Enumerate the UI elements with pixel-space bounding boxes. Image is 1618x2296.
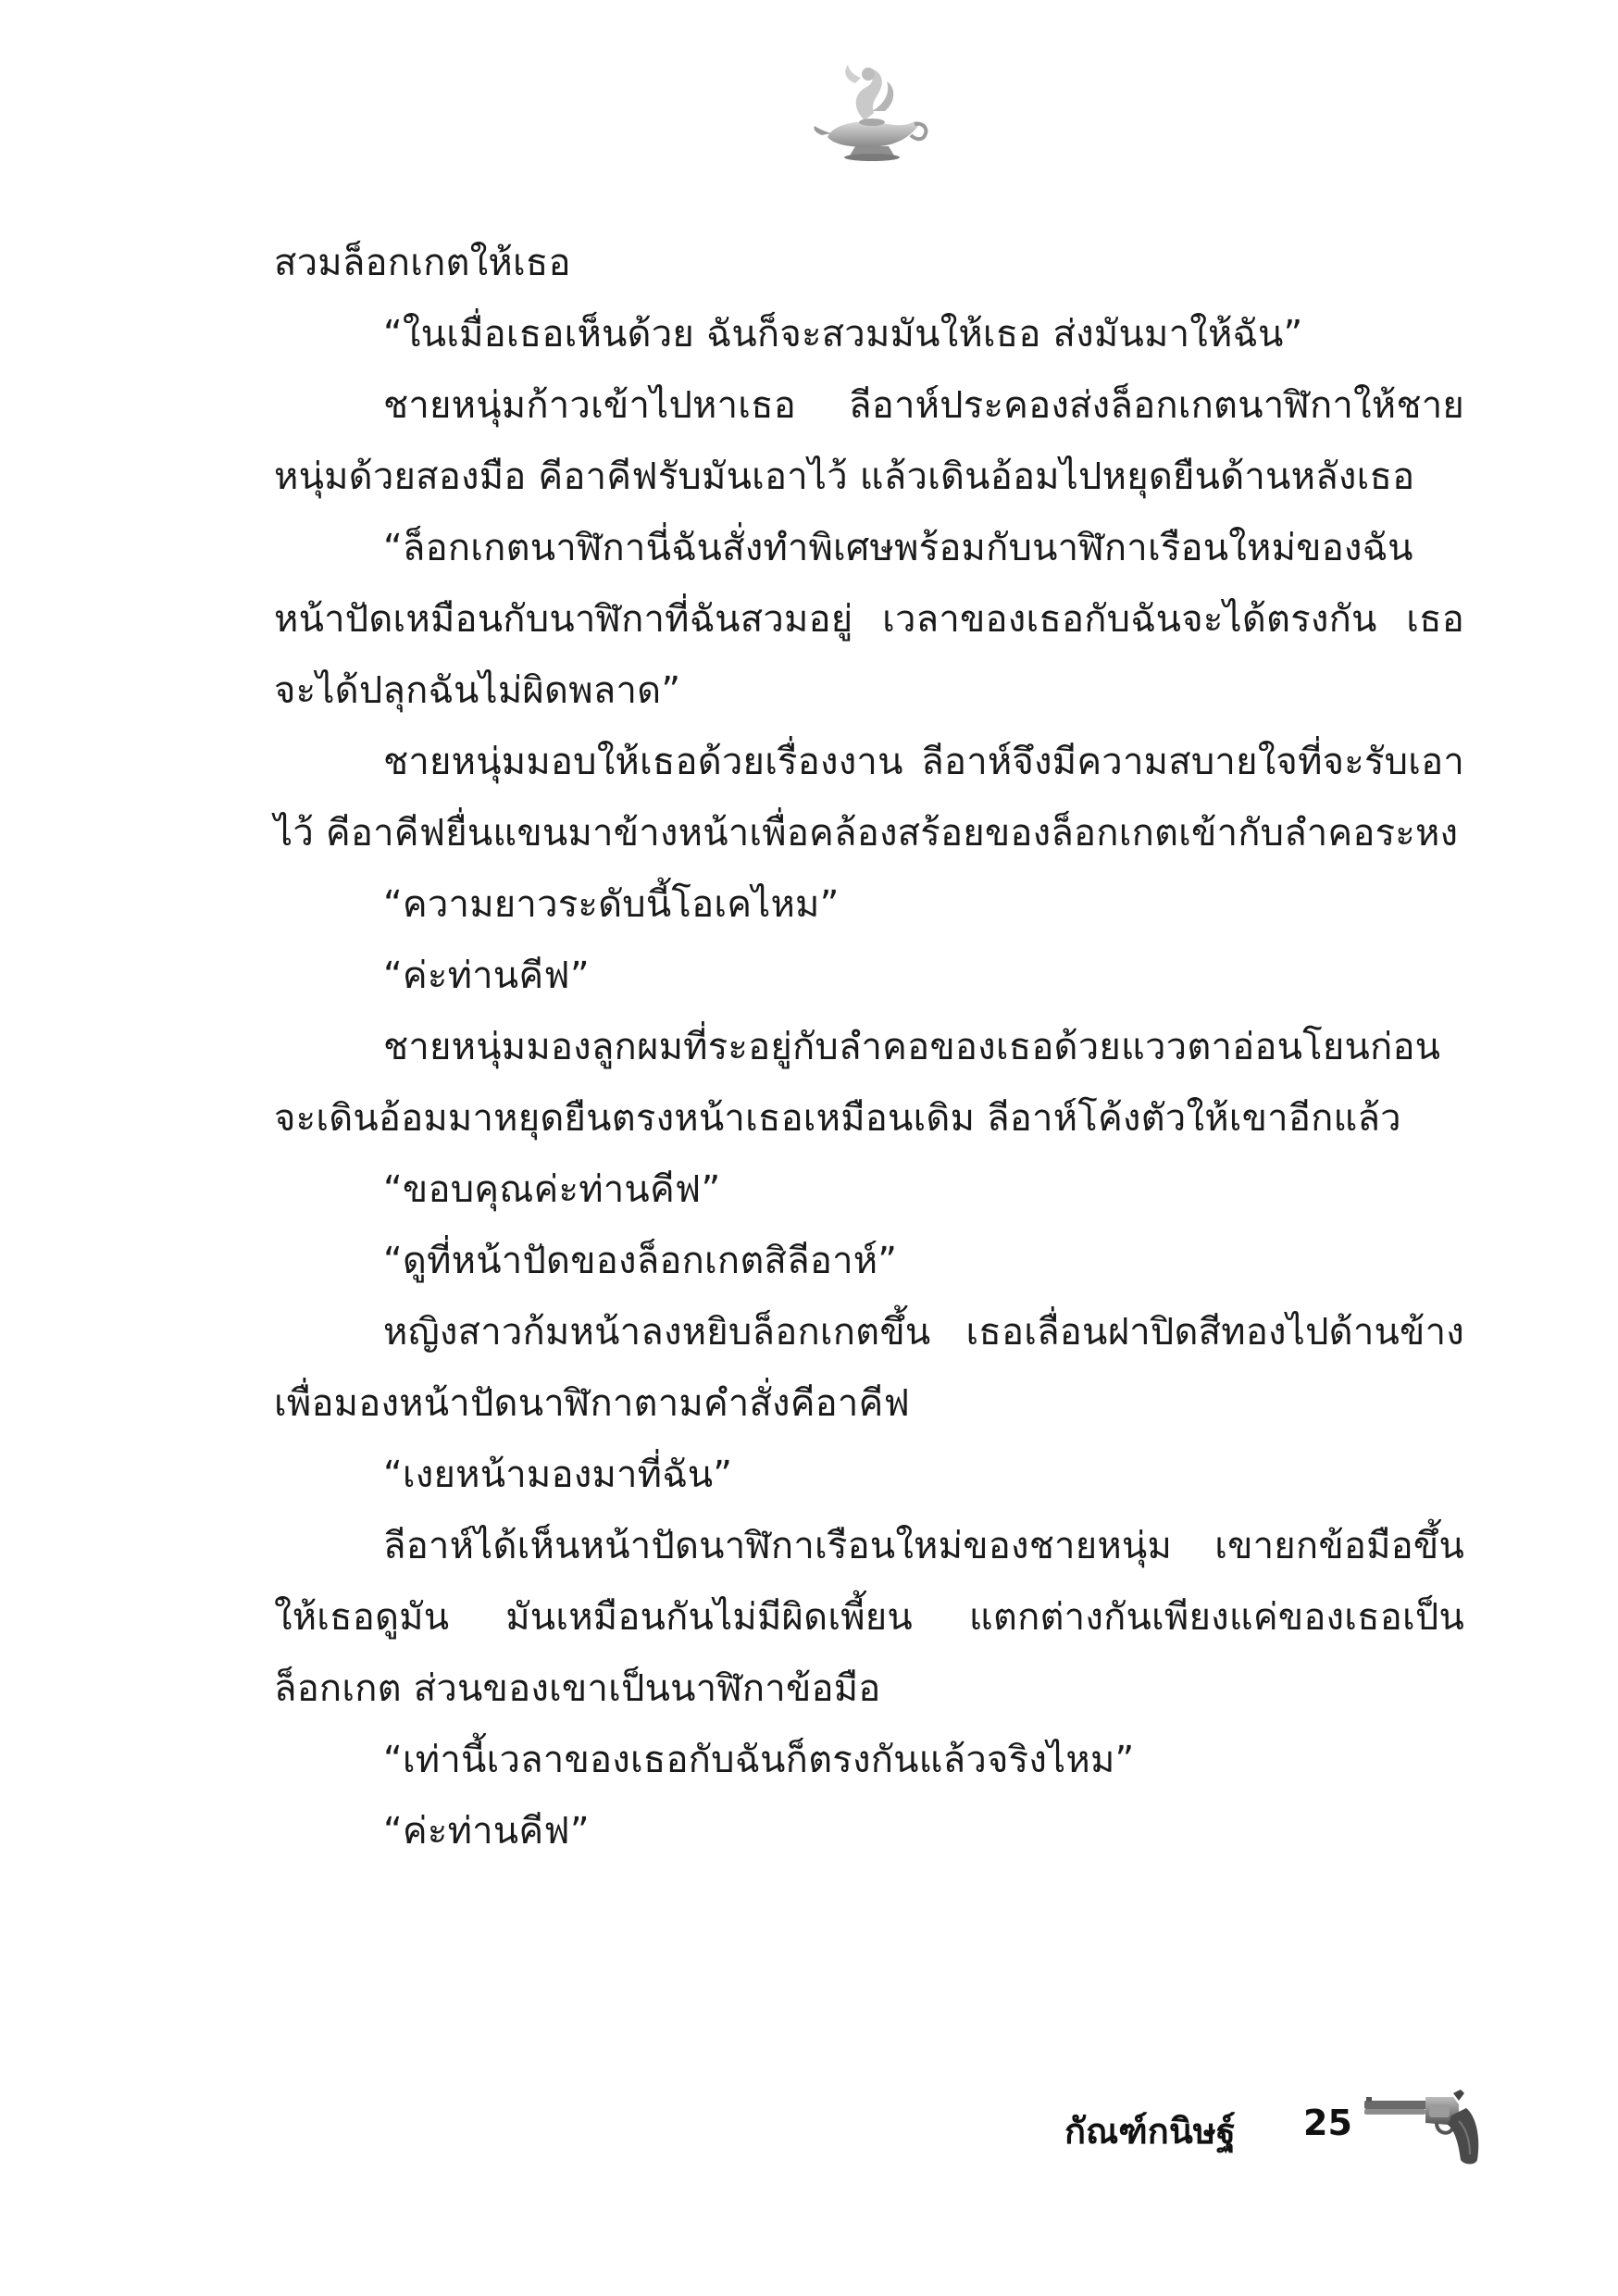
paragraph: ชายหนุ่มก้าวเข้าไปหาเธอ ลีอาห์ประคองส่งล็อกเกตนาฬิกาให้ชายหนุ่มด้วยสองมือ คีอาคีฟรับมันเอาไว้ แล้วเดินอ้อมไปหยุดยืนด้านหลังเธอ [274,384,1464,498]
paragraph: “ในเมื่อเธอเห็นด้วย ฉันก็จะสวมมันให้เธอ ส่งมันมาให้ฉัน” [383,313,1303,356]
genie-lamp-icon [800,56,939,167]
paragraph: “ค่ะท่านคีฟ” [383,955,590,997]
paragraph: สวมล็อกเกตให้เธอ [274,242,571,284]
paragraph: “ความยาวระดับนี้โอเคไหม” [383,883,840,926]
page-number: 25 [1303,2103,1352,2143]
paragraph: ชายหนุ่มมองลูกผมที่ระอยู่กับลำคอของเธอด้วยแววตาอ่อนโยนก่อนจะเดินอ้อมมาหยุดยืนตรงหน้าเธอเหมือนเดิม ลีอาห์โค้งตัวให้เขาอีกแล้ว [274,1026,1441,1140]
paragraph: ลีอาห์ได้เห็นหน้าปัดนาฬิกาเรือนใหม่ของชายหนุ่ม เขายกข้อมือขึ้นให้เธอดูมัน มันเหมือนกันไม่มีผิดเพี้ยน แตกต่างกันเพียงแค่ของเธอเป็นล็อกเกต ส่วนของเขาเป็นนาฬิกาข้อมือ [274,1525,1464,1710]
paragraph: “ค่ะท่านคีฟ” [383,1810,590,1853]
paragraph: “เงยหน้ามองมาที่ฉัน” [383,1454,733,1496]
paragraph: ชายหนุ่มมอบให้เธอด้วยเรื่องงาน ลีอาห์จึงมีความสบายใจที่จะรับเอาไว้ คีอาคีฟยื่นแขนมาข้างหน้าเพื่อคล้องสร้อยของล็อกเกตเข้ากับลำคอระหง [274,741,1464,855]
revolver-icon [1363,2088,1485,2167]
book-title: กัณฑ์กนิษฐ์ [1064,2111,1236,2152]
paragraph: “เท่านี้เวลาของเธอกับฉันก็ตรงกันแล้วจริงไหม” [383,1739,1135,1781]
paragraph: หญิงสาวก้มหน้าลงหยิบล็อกเกตขึ้น เธอเลื่อนฝาปิดสีทองไปด้านข้างเพื่อมองหน้าปัดนาฬิกาตามคำสั่งคีอาคีฟ [274,1311,1464,1425]
page-footer [1064,2088,1500,2180]
chapter-text [274,228,1464,1867]
paragraph: “ขอบคุณค่ะท่านคีฟ” [383,1168,721,1211]
paragraph: “ล็อกเกตนาฬิกานี่ฉันสั่งทำพิเศษพร้อมกับนาฬิกาเรือนใหม่ของฉัน หน้าปัดเหมือนกับนาฬิกาที่ฉันสวมอยู่ เวลาของเธอกับฉันจะได้ตรงกัน เธอจะได้ปลุกฉันไม่ผิดพลาด” [274,527,1464,712]
paragraph: “ดูที่หน้าปัดของล็อกเกตสิลีอาห์” [383,1240,898,1282]
